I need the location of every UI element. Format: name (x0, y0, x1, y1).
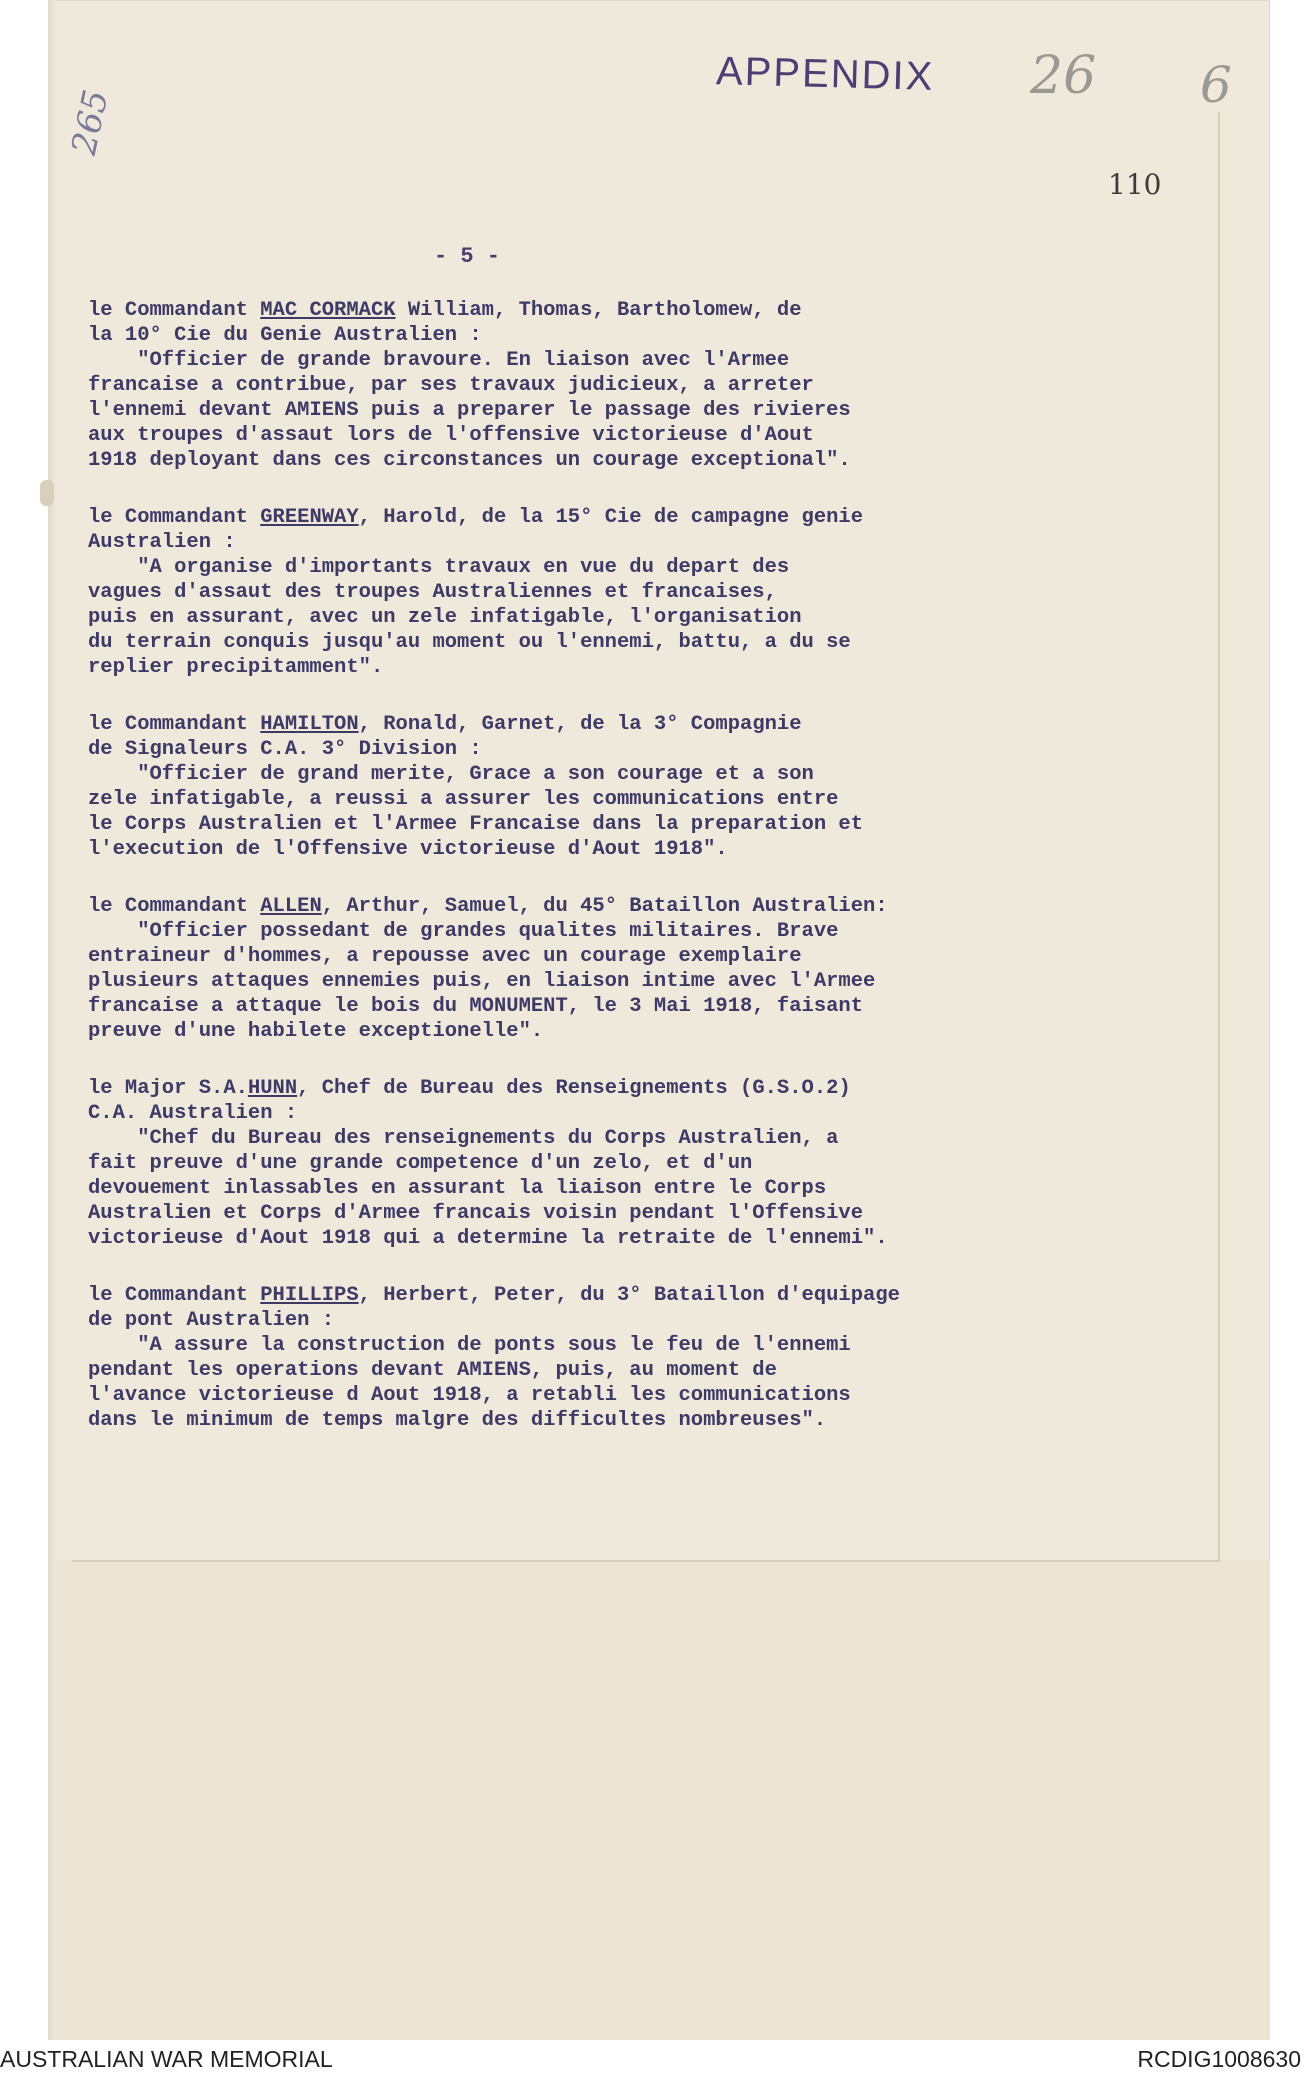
citation-text-line (88, 737, 1148, 762)
line-text: pendant les operations devant AMIENS, puis, au moment de (88, 1359, 777, 1382)
citation-text-line (88, 787, 1148, 812)
folio-number: 110 (1108, 168, 1162, 201)
citation-text-line (88, 530, 1148, 555)
page-number: - 5 - (434, 244, 501, 269)
line-text: entraineur d'hommes, a repousse avec un courage exemplaire (88, 945, 802, 968)
citation-text-line (88, 605, 1148, 630)
footer-record-id: RCDIG1008630 (1137, 2046, 1301, 2072)
citation-text-line (88, 580, 1148, 605)
citation-text-line (88, 944, 1148, 969)
line-text: zele infatigable, a reussi a assurer les communications entre (88, 788, 839, 811)
citation-text-line (88, 630, 1148, 655)
line-text: le Commandant (88, 713, 261, 736)
citation-text-line (88, 994, 1148, 1019)
officer-surname: GREENWAY (260, 506, 359, 529)
citation-text-line (88, 1408, 1148, 1433)
citation-text-line (88, 1151, 1148, 1176)
line-text: l'execution de l'Offensive victorieuse d'Aout 1918". (88, 838, 728, 861)
line-text: "Chef du Bureau des renseignements du Corps Australien, a (88, 1127, 839, 1150)
line-text: vagues d'assaut des troupes Australiennes et francaises, (88, 581, 777, 604)
citation-heading-line (88, 894, 1148, 919)
citation-text-line (88, 373, 1148, 398)
citation-heading-line (88, 298, 1148, 323)
handwritten-number-6: 6 (1200, 56, 1232, 114)
officer-surname: MAC CORMACK (260, 299, 396, 322)
line-text: "Officier de grande bravoure. En liaison avec l'Armee (88, 349, 790, 372)
paper-edge (48, 0, 56, 2040)
line-text: Australien et Corps d'Armee francais voisin pendant l'Offensive (88, 1202, 864, 1225)
citation-text-line (88, 1126, 1148, 1151)
line-text: "Officier possedant de grandes qualites militaires. Brave (88, 920, 839, 943)
citation-text-line (88, 1308, 1148, 1333)
line-text: le Commandant (88, 895, 261, 918)
citation-text-line (88, 555, 1148, 580)
citation-text-line (88, 919, 1148, 944)
line-text: preuve d'une habilete exceptionelle". (88, 1020, 544, 1043)
citation-entry (88, 1076, 1148, 1251)
line-text: aux troupes d'assaut lors de l'offensive victorieuse d'Aout (88, 424, 814, 447)
line-text: la 10° Cie du Genie Australien : (88, 324, 482, 347)
citation-text-line (88, 398, 1148, 423)
citation-text-line (88, 1333, 1148, 1358)
citation-text-line (88, 655, 1148, 680)
line-text: plusieurs attaques ennemies puis, en liaison intime avec l'Armee (88, 970, 876, 993)
line-text: replier precipitamment". (88, 656, 384, 679)
paper-tear (40, 480, 54, 506)
citation-heading-line (88, 505, 1148, 530)
citation-text-line (88, 762, 1148, 787)
line-text: du terrain conquis jusqu'au moment ou l'ennemi, battu, a du se (88, 631, 851, 654)
line-text: le Commandant (88, 299, 261, 322)
citation-text-line (88, 1176, 1148, 1201)
line-text: puis en assurant, avec un zele infatigable, l'organisation (88, 606, 802, 629)
citation-text-line (88, 1358, 1148, 1383)
line-text: , Ronald, Garnet, de la 3° Compagnie (358, 713, 802, 736)
citation-text-line (88, 1101, 1148, 1126)
line-text: , Arthur, Samuel, du 45° Bataillon Australien: (321, 895, 888, 918)
citation-heading-line (88, 712, 1148, 737)
citation-entry (88, 505, 1148, 680)
citation-text-line (88, 423, 1148, 448)
line-text: devouement inlassables en assurant la liaison entre le Corps (88, 1177, 827, 1200)
citation-text-line (88, 1383, 1148, 1408)
line-text: , Chef de Bureau des Renseignements (G.S.O.2) (297, 1077, 851, 1100)
handwritten-margin-number: 265 (64, 86, 117, 159)
line-text: "A assure la construction de ponts sous le feu de l'ennemi (88, 1334, 851, 1357)
line-text: de pont Australien : (88, 1309, 335, 1332)
line-text: l'ennemi devant AMIENS puis a preparer le passage des rivieres (88, 399, 851, 422)
citation-text-line (88, 323, 1148, 348)
underlying-sheet (56, 1560, 1270, 2040)
line-text: , Herbert, Peter, du 3° Bataillon d'equipage (358, 1284, 900, 1307)
line-text: francaise a attaque le bois du MONUMENT, le 3 Mai 1918, faisant (88, 995, 864, 1018)
line-text: C.A. Australien : (88, 1102, 298, 1125)
citation-text-line (88, 969, 1148, 994)
citation-heading-line (88, 1076, 1148, 1101)
citation-entry (88, 298, 1148, 473)
line-text: le Commandant (88, 506, 261, 529)
citation-text-line (88, 448, 1148, 473)
citation-entry (88, 894, 1148, 1044)
line-text: de Signaleurs C.A. 3° Division : (88, 738, 482, 761)
officer-surname: HUNN (247, 1077, 298, 1100)
line-text: l'avance victorieuse d Aout 1918, a retabli les communications (88, 1384, 851, 1407)
footer-institution: AUSTRALIAN WAR MEMORIAL (0, 2046, 333, 2072)
line-text: William, Thomas, Bartholomew, de (395, 299, 802, 322)
appendix-stamp: APPENDIX (715, 49, 935, 99)
line-text: "Officier de grand merite, Grace a son courage et a son (88, 763, 814, 786)
line-text: , Harold, de la 15° Cie de campagne genie (358, 506, 864, 529)
citation-heading-line (88, 1283, 1148, 1308)
line-text: victorieuse d'Aout 1918 qui a determine la retraite de l'ennemi". (88, 1227, 888, 1250)
line-text: francaise a contribue, par ses travaux judicieux, a arreter (88, 374, 814, 397)
line-text: dans le minimum de temps malgre des difficultes nombreuses". (88, 1409, 827, 1432)
citation-text-line (88, 837, 1148, 862)
citation-text-line (88, 812, 1148, 837)
officer-surname: ALLEN (260, 895, 322, 918)
officer-surname: PHILLIPS (260, 1284, 359, 1307)
citation-text-line (88, 1201, 1148, 1226)
line-text: le Corps Australien et l'Armee Francaise dans la preparation et (88, 813, 864, 836)
line-text: Australien : (88, 531, 236, 554)
citation-entry (88, 712, 1148, 862)
line-text: le Major S.A. (88, 1077, 248, 1100)
citation-text-line (88, 348, 1148, 373)
citation-text-line (88, 1019, 1148, 1044)
handwritten-number-26: 26 (1030, 46, 1097, 106)
line-text: "A organise d'importants travaux en vue du depart des (88, 556, 790, 579)
officer-surname: HAMILTON (260, 713, 359, 736)
document-body (88, 298, 1148, 1465)
line-text: 1918 deployant dans ces circonstances un courage exceptional". (88, 449, 851, 472)
line-text: fait preuve d'une grande competence d'un zelo, et d'un (88, 1152, 753, 1175)
citation-entry (88, 1283, 1148, 1433)
line-text: le Commandant (88, 1284, 261, 1307)
citation-text-line (88, 1226, 1148, 1251)
